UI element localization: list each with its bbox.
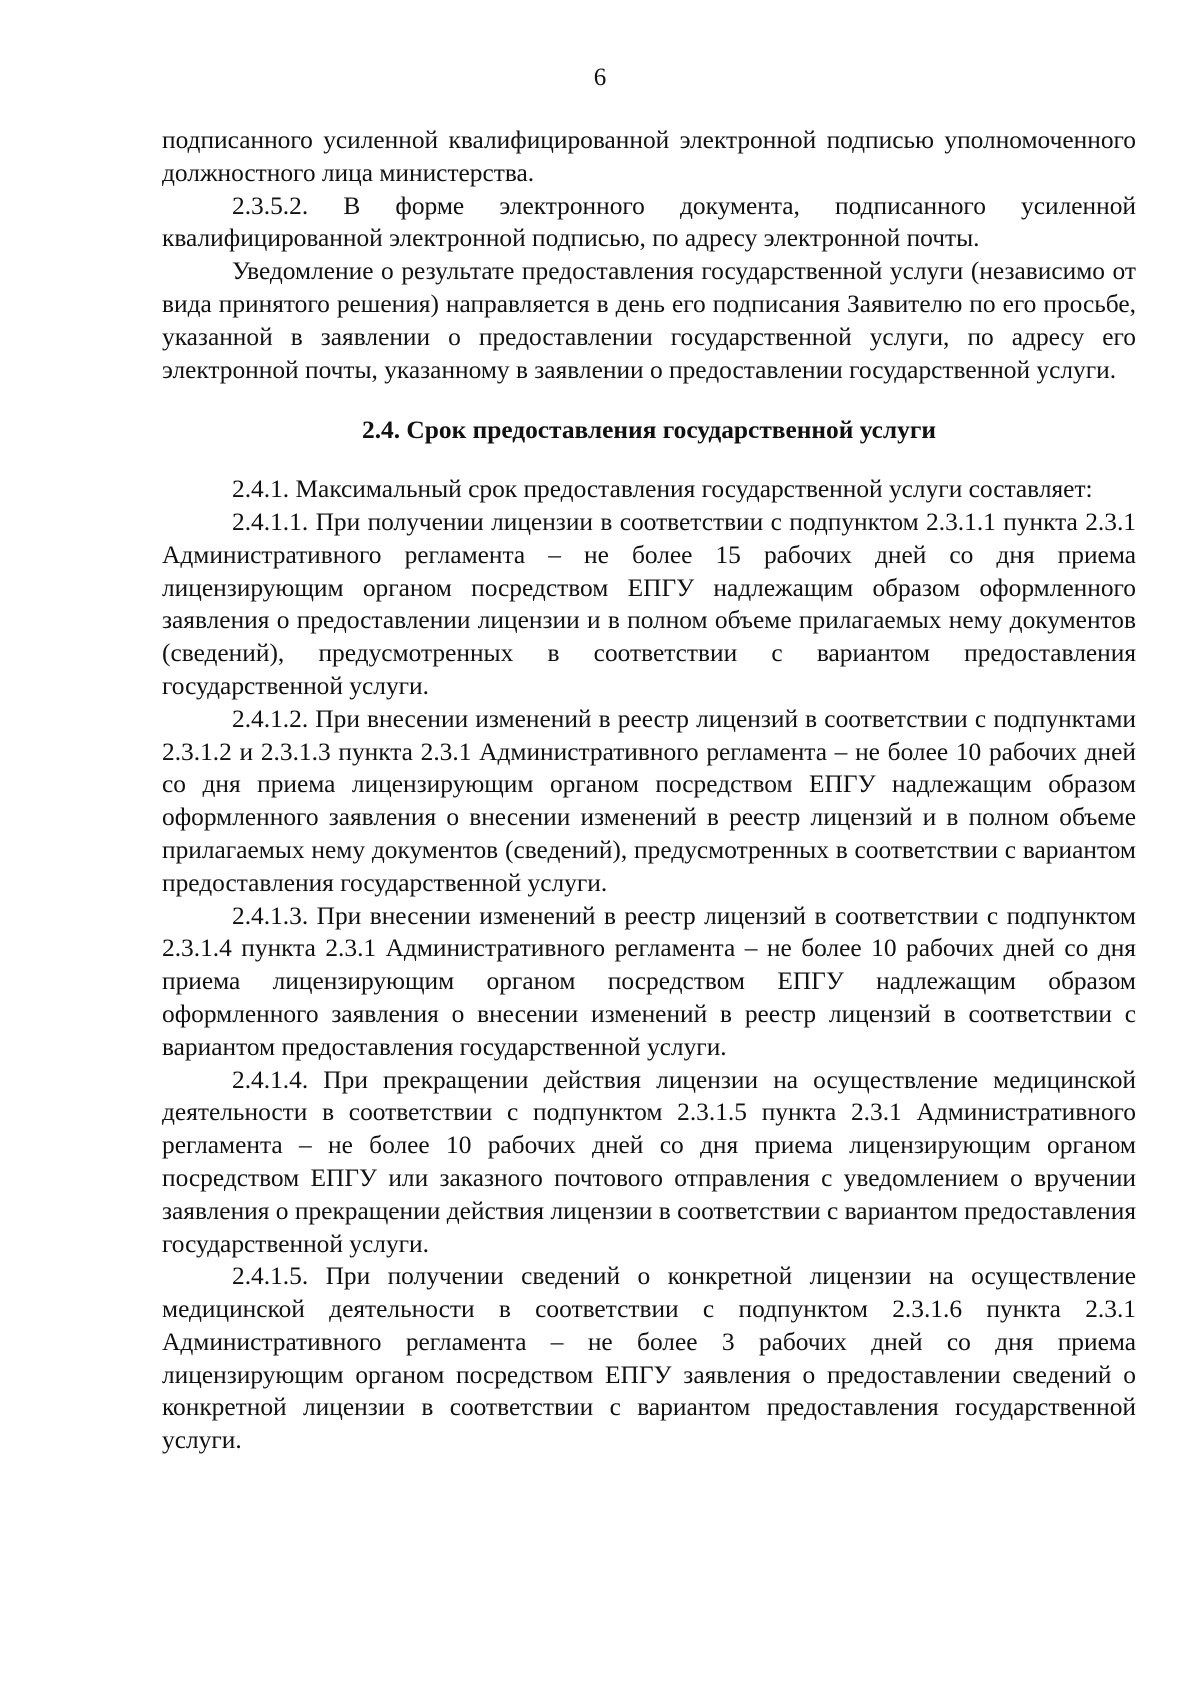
section-heading: 2.4. Срок предоставления государственной услуги bbox=[362, 416, 936, 445]
page-number: 6 bbox=[593, 64, 607, 91]
paragraph-2-4-1-4: 2.4.1.4. При прекращении действия лицензии на осуществление медицинской деятельности в соответствии с подпунктом 2.3.1.5 пункта 2.3.1 Административного регламента – не более 10 рабочих дней со дня приема лицензирующим органом посредством ЕПГУ или заказного почтового отправления с уведомлением о вручении заявления о прекращении действия лицензии в соответствии с вариантом предоставления государственной услуги. bbox=[162, 1065, 1136, 1258]
paragraph-notification: Уведомление о результате предоставления государственной услуги (независимо от вида принятого решения) направляется в день его подписания Заявителю по его просьбе, указанной в заявлении о предоставлении государственной услуги, по адресу его электронной почты, указанному в заявлении о предоставлении государственной услуги. bbox=[162, 257, 1136, 384]
document-body bbox=[162, 124, 1136, 1457]
paragraph-2-4-1-1: 2.4.1.1. При получении лицензии в соответствии с подпунктом 2.3.1.1 пункта 2.3.1 Административного регламента – не более 15 рабочих дней со дня приема лицензирующим органом посредством ЕПГУ надлежащим образом оформленного заявления о предоставлении лицензии и в полном объеме прилагаемых нему документов (сведений), предусмотренных в соответствии с вариантом предоставления государственной услуги. bbox=[162, 507, 1136, 700]
paragraph-2-3-5-2: 2.3.5.2. В форме электронного документа, подписанного усиленной квалифицированной электронной подписью, по адресу электронной почты. bbox=[162, 191, 1136, 253]
paragraph-continuation: подписанного усиленной квалифицированной электронной подписью уполномоченного должностного лица министерства. bbox=[162, 126, 1136, 187]
paragraph-2-4-1-3: 2.4.1.3. При внесении изменений в реестр лицензий в соответствии с подпунктом 2.3.1.4 пункта 2.3.1 Административного регламента – не более 10 рабочих дней со дня приема лицензирующим органом посредством ЕПГУ надлежащим образом оформленного заявления о внесении изменений в реестр лицензий в соответствии с вариантом предоставления государственной услуги. bbox=[162, 901, 1136, 1061]
paragraph-2-4-1-2: 2.4.1.2. При внесении изменений в реестр лицензий в соответствии с подпунктами 2.3.1.2 и 2.3.1.3 пункта 2.3.1 Административного регламента – не более 10 рабочих дней со дня приема лицензирующим органом посредством ЕПГУ надлежащим образом оформленного заявления о внесении изменений в реестр лицензий и в полном объеме прилагаемых нему документов (сведений), предусмотренных в соответствии с вариантом предоставления государственной услуги. bbox=[162, 704, 1136, 897]
paragraph-2-4-1: 2.4.1. Максимальный срок предоставления государственной услуги составляет: bbox=[232, 475, 1093, 504]
paragraph-2-4-1-5: 2.4.1.5. При получении сведений о конкретной лицензии на осуществление медицинской деятельности в соответствии с подпунктом 2.3.1.6 пункта 2.3.1 Административного регламента – не более 3 рабочих дней со дня приема лицензирующим органом посредством ЕПГУ заявления о предоставлении сведений о конкретной лицензии в соответствии с вариантом предоставления государственной услуги. bbox=[162, 1262, 1136, 1455]
